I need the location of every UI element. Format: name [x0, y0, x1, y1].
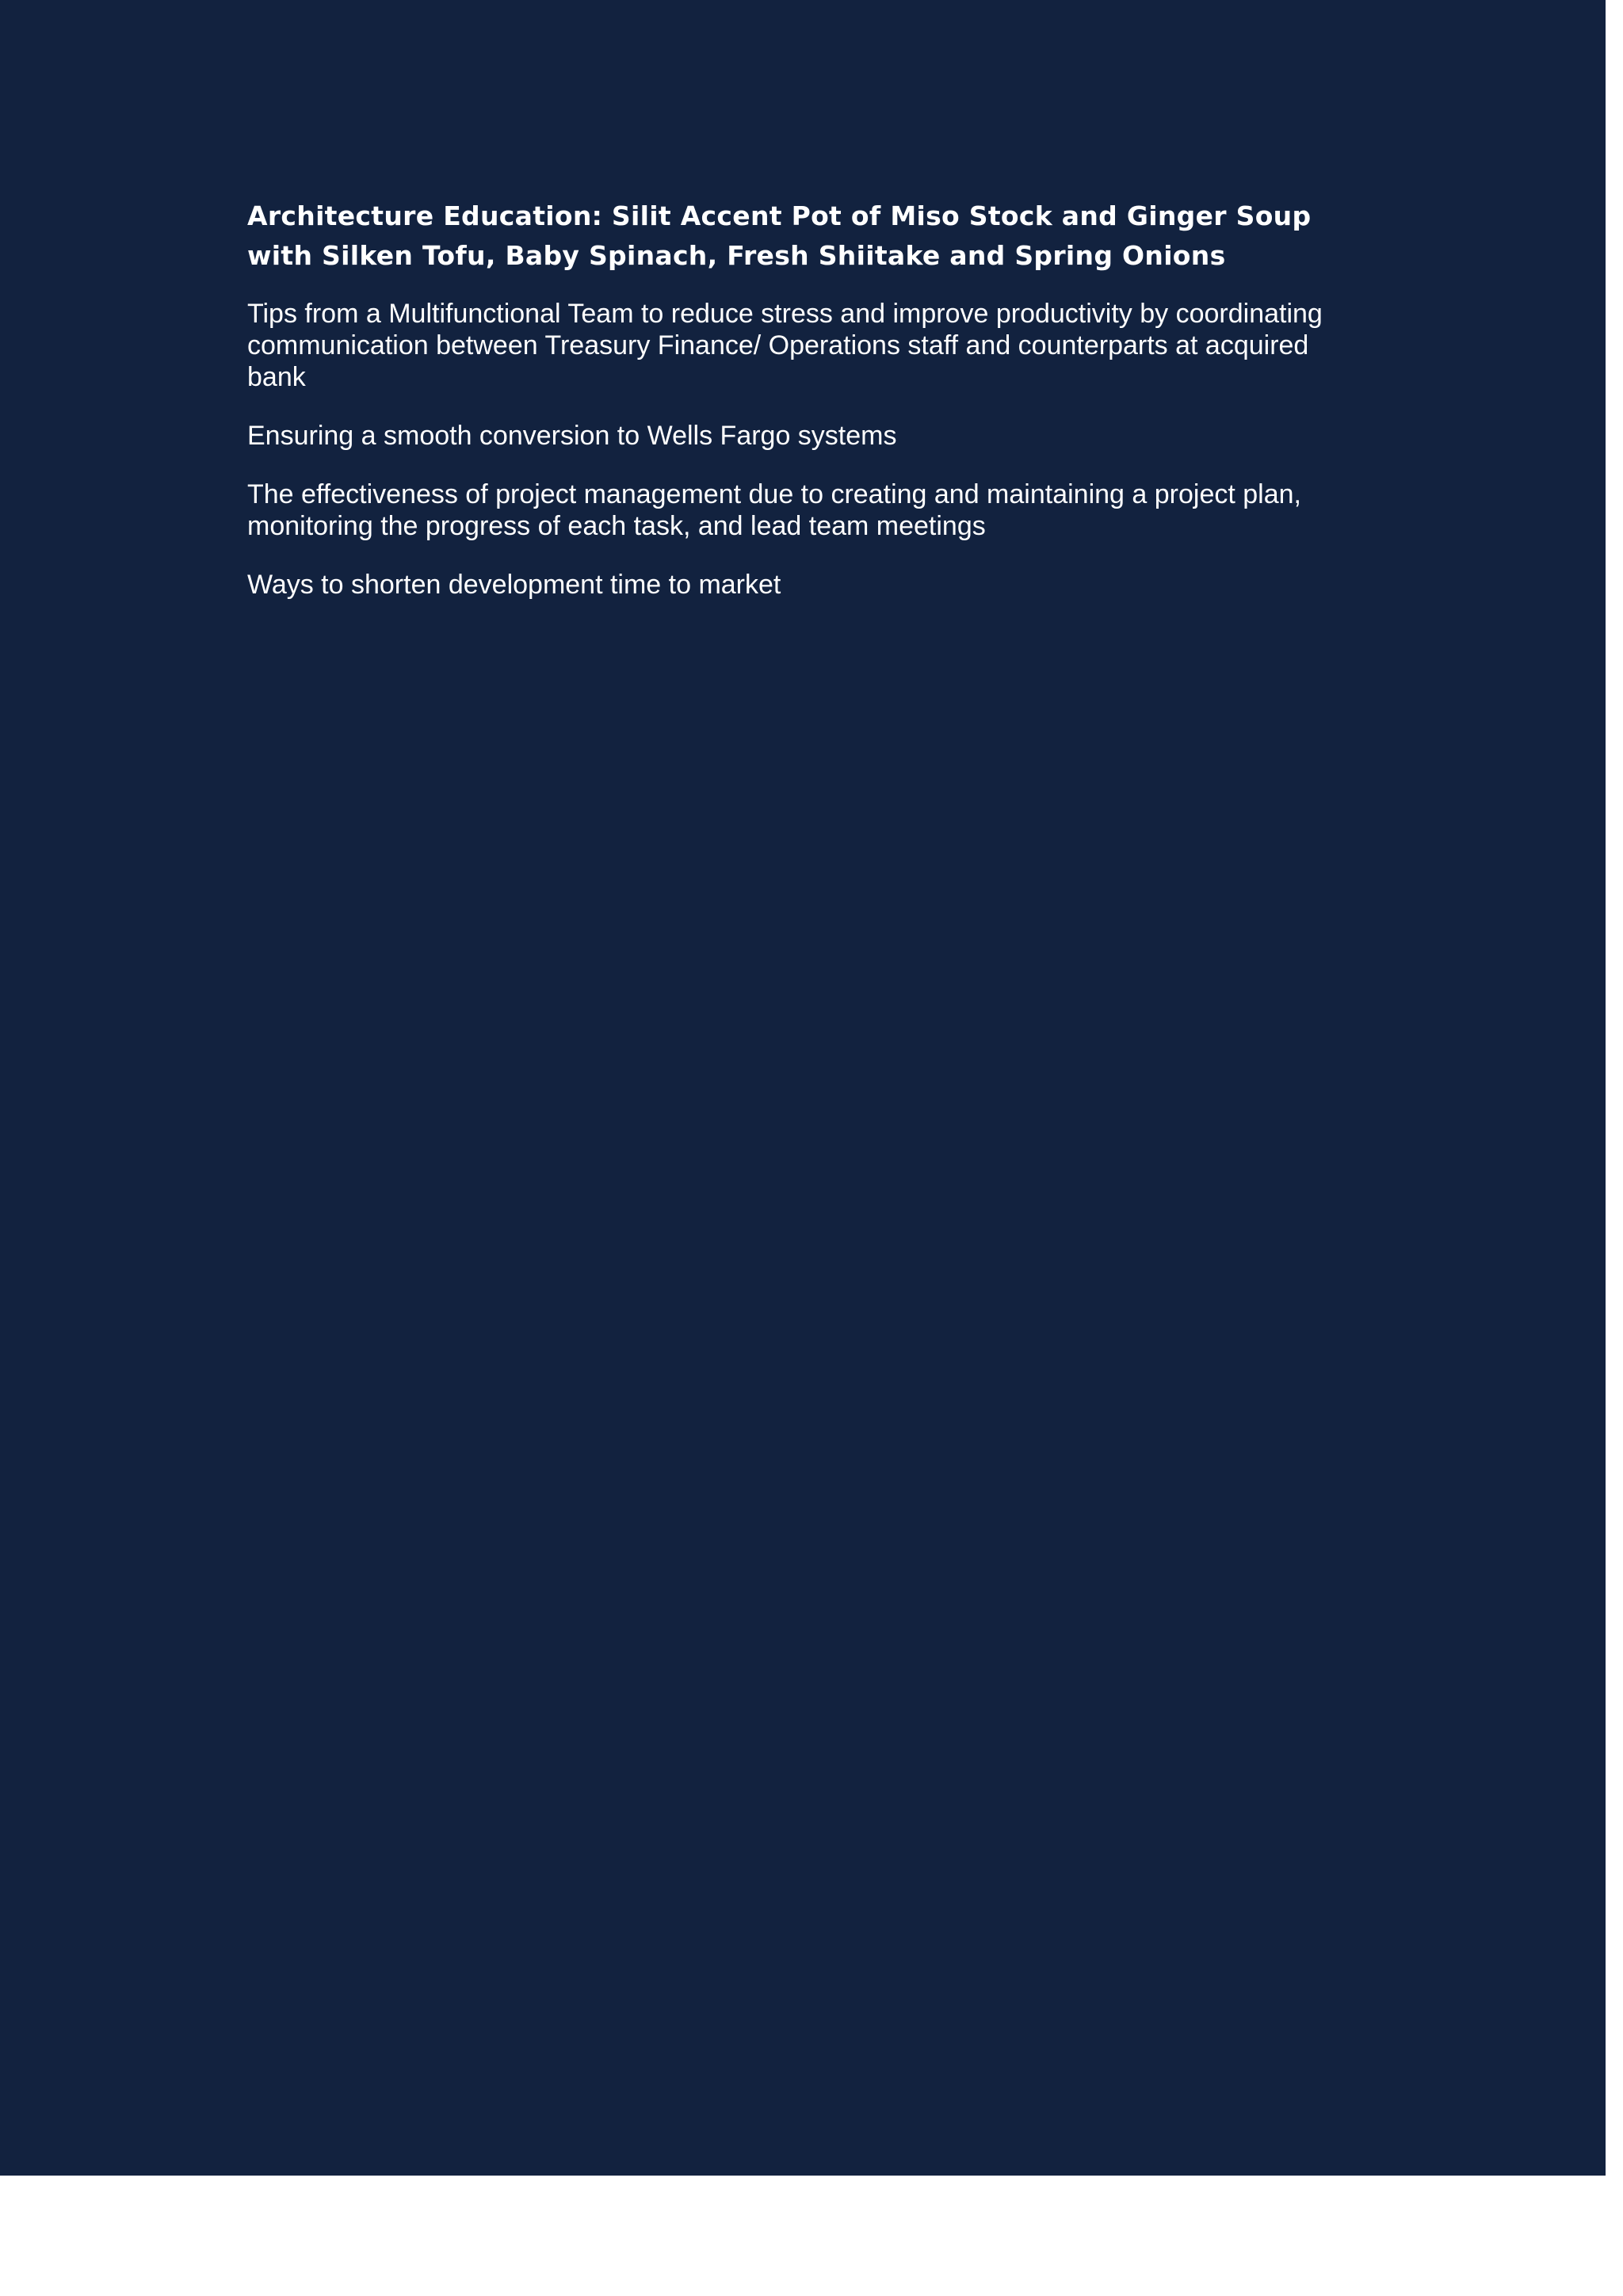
paragraph-3: The effectiveness of project management due to creating and maintaining a project plan, monitoring the progress of each task, and lead team meetings — [247, 479, 1301, 541]
paragraph-2: Ensuring a smooth conversion to Wells Fargo systems — [247, 421, 897, 451]
paragraph-4: Ways to shorten development time to market — [247, 570, 781, 600]
paragraph-1: Tips from a Multifunctional Team to reduce stress and improve productivity by coordinating communication between Treasury Finance/ Operations staff and counterparts at acquired bank — [247, 299, 1323, 392]
document-content — [247, 196, 1373, 627]
document-title: Architecture Education: Silit Accent Pot of Miso Stock and Ginger Soup with Silken Tofu, Baby Spinach, Fresh Shiitake and Spring Onions — [247, 200, 1312, 271]
